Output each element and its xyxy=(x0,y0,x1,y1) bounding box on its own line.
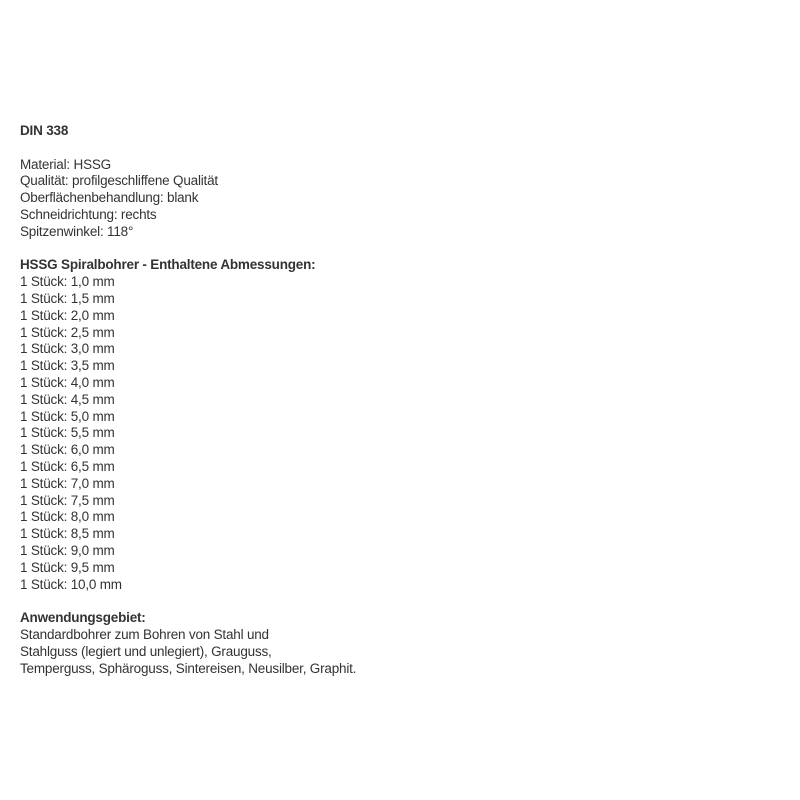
application-line: Temperguss, Sphäroguss, Sintereisen, Neusilber, Graphit. xyxy=(20,660,357,676)
dimension-item: 1 Stück: 3,5 mm xyxy=(20,358,115,374)
dimension-item: 1 Stück: 8,0 mm xyxy=(20,509,115,525)
dimension-item: 1 Stück: 7,0 mm xyxy=(20,475,115,491)
dimension-item: 1 Stück: 5,5 mm xyxy=(20,425,115,441)
dimension-item: 1 Stück: 6,5 mm xyxy=(20,458,115,474)
application-heading: Anwendungsgebiet: xyxy=(20,610,146,626)
dimension-item: 1 Stück: 5,0 mm xyxy=(20,408,115,424)
dimension-item: 1 Stück: 2,0 mm xyxy=(20,307,115,323)
dimension-item: 1 Stück: 3,0 mm xyxy=(20,341,115,357)
property-material: Material: HSSG xyxy=(20,156,111,172)
property-cutting-direction: Schneidrichtung: rechts xyxy=(20,206,157,222)
dimension-item: 1 Stück: 1,5 mm xyxy=(20,290,115,306)
property-surface: Oberflächenbehandlung: blank xyxy=(20,190,199,206)
standard-title: DIN 338 xyxy=(20,123,69,138)
application-text xyxy=(20,627,780,677)
property-point-angle: Spitzenwinkel: 118° xyxy=(20,223,134,239)
dimension-item: 1 Stück: 9,0 mm xyxy=(20,542,115,558)
spacer xyxy=(20,593,780,610)
dimension-item: 1 Stück: 10,0 mm xyxy=(20,576,122,592)
dimensions-list xyxy=(20,274,780,593)
dimension-item: 1 Stück: 8,5 mm xyxy=(20,526,115,542)
product-description xyxy=(20,123,780,677)
dimension-item: 1 Stück: 9,5 mm xyxy=(20,559,115,575)
dimensions-heading: HSSG Spiralbohrer - Enthaltene Abmessungen: xyxy=(20,257,316,273)
dimension-item: 1 Stück: 1,0 mm xyxy=(20,274,115,290)
application-line: Stahlguss (legiert und unlegiert), Grauguss, xyxy=(20,643,272,659)
properties-list xyxy=(20,157,780,241)
dimension-item: 1 Stück: 7,5 mm xyxy=(20,492,115,508)
spacer xyxy=(20,140,780,157)
application-line: Standardbohrer zum Bohren von Stahl und xyxy=(20,626,269,642)
dimension-item: 1 Stück: 2,5 mm xyxy=(20,324,115,340)
dimension-item: 1 Stück: 4,5 mm xyxy=(20,391,115,407)
dimension-item: 1 Stück: 4,0 mm xyxy=(20,374,115,390)
spacer xyxy=(20,241,780,258)
dimension-item: 1 Stück: 6,0 mm xyxy=(20,442,115,458)
property-quality: Qualität: profilgeschliffene Qualität xyxy=(20,173,218,189)
